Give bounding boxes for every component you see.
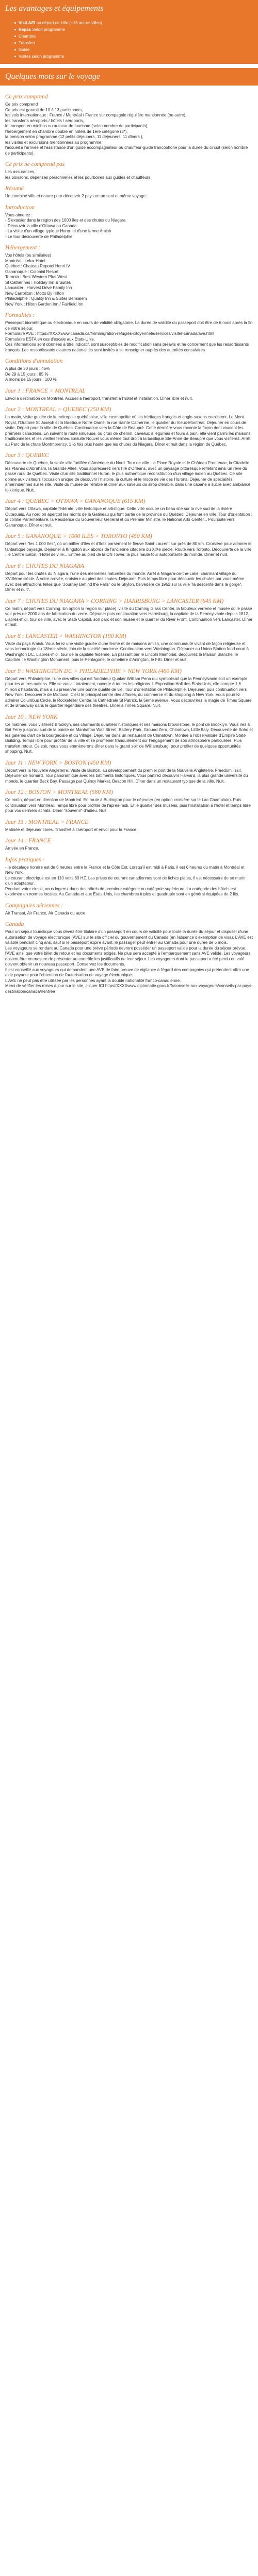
section-line: Départ pour les chutes du Niagara, l'une des merveilles naturelles du monde. Arrêt à Niagara-on-the-Lake, charmant village du XVIIIème siècle. À votre arrivée, croisière au pied des chutes. Déjeuner. Puis temps libre pour découvrir les chutes par vous-même avec des attractions telles que "Journey Behind the Falls" ou le Skylon, belvédère de 1962 sur la ville "la descente dans la gorge". Dîner et nuit". (5, 571, 245, 592)
section-body (5, 798, 253, 814)
section-heading: Formalités : (5, 312, 35, 318)
details-banner (0, 68, 258, 86)
section-body (5, 846, 253, 852)
advantage-item (14, 20, 253, 26)
section-body (5, 213, 253, 240)
section-body (5, 722, 253, 755)
section-line: Vous aimerez : (5, 212, 33, 217)
advantage-item (14, 53, 253, 60)
section-line: Départ vers Philadelphie, l'une des villes qui est fondateur Quaker William Penn qui symbolisait que la Pennsylvanie soit un exemple pour les autres nations. Elle se voulait totalement, ouverte à toutes les religions. L'Exposition Hall des États-Unis, elle compte 1,6 million d'habitants, mais a su préserver une bonne qualité de vie. Tour d'orientation de Philadelphie. Déjeuner, puis continuation vers New York. Découverte de Midtown, C'est le principal centre des affaires, du commerce et du shopping à New York. Vous pourrez admirer Columbus Circle, le Rockefeller Center, la Cathédrale St Patrick, la 5ème avenue. Vous découvrirez la magie de Times Square et de Broadway dans le quartier légendaire des théâtres. Dîner à Times Square. Nuit. (5, 676, 252, 708)
section-heading: Jour 14 : FRANCE (5, 838, 51, 844)
section-heading: Résumé (5, 185, 24, 192)
section-heading: Jour 10 : NEW YORK (5, 714, 58, 720)
advantages-list (14, 20, 253, 60)
section-line: Ce matinée, vous visiterez Brooklyn, ses charmants quartiers historiques et ses maisons brownstone, le pont de Brooklyn. Vous irez à Bat Ferry jusqu'au sud de la pointe de Manhattan Wall Street, Battery Park, Ground Zero, Chinatown, Little Italy. Découverte de Soho et les galeries d'art de la bourgeoisie et du Village. Déjeuner dans un restaurant de Chinatown. Montée à l'observatoire d'Empire State Building. Temps libre pour profiter de la ville et se promener tranquillement sur l'engagement de son atmosphère particulière. Puis transfert retour. Ce soir, nous vous emmènerons dîner dans le grand soir de Williamsburg, pour profiter de quelques opportunités shopping. Nuit. (5, 722, 253, 754)
section-line: Visite du pays Amish. Vous ferez une visite guidée d'une ferme et de maisons amish, une communauté vivant de façon religieuse et sans technologie du 18ème siècle, loin de la société moderne. Continuation vers Washington. Déjeuner au Union Station food court à Washington DC. L'après-midi, tour de la capitale fédérale. En passant par le Lincoln Memorial, découvrez la Maison Blanche, le Capitole, le Washington Monument, puis le Pentagone, le cimetière d'Arlington, le FBI. Dîner et nuit. (5, 641, 249, 662)
advantage-item (14, 46, 253, 53)
advantage-item-text: au départ de Lille (+13 autres villes) (35, 21, 102, 25)
section-heading: Ce prix comprend (5, 94, 48, 100)
section-line: Le courant électrique est en 110 volts 60 HZ. Les prises de courant canadiennes sont de fiches plates, il est nécessaire de se munir d'un adaptateur. (5, 875, 246, 886)
section-heading: Jour 12 : BOSTON > MONTREAL (580 KM) (5, 789, 113, 795)
section-line: A moins de 15 jours : 100 % (5, 377, 57, 382)
section-line: Montréal : Lelux Hotel (5, 258, 45, 263)
section-heading: Compagnies aériennes : (5, 902, 63, 909)
section-body (5, 461, 253, 493)
section-line: Formulaire AVE : https://XXXXwww.canada.ca/fr/immigration-refugies-citoyennete/services/visiter-canada/ave.html (5, 331, 214, 336)
section-heading: Jour 11 : NEW YORK > BOSTON (450 KM) (5, 759, 111, 766)
section-line: Envol à destination de Montréal. Accueil à l'aéroport, transfert à l'hôtel et installation. Dîner libre et nuit. (5, 396, 193, 401)
advantages-title: Les avantages et équipements (5, 4, 104, 13)
section-line: Passeport biométrique ou électronique en cours de validité obligatoire. La durée de validité du passeport doit être de 6 mois après la fin de votre séjour. (5, 320, 253, 331)
section-line: - S'extasier dans la région des 1000 îles et des chutes du Niagara (5, 218, 126, 223)
section-body (5, 768, 253, 785)
section-line: Toronto : Best Western Plus West (5, 275, 67, 279)
section-line: Arrivée en France. (5, 846, 39, 851)
section-line: Les voyageurs se rendant au Canada pour une brève période devront posséder un passeport valide pour la durée du séjour prévue, l'AVE ainsi que votre billet de retour et les documents exigés. Ne plus sera accepté à l'embarquement sans AVE valide. Les voyageurs doivent être en mesure de présenter au contrôle les justificatifs de leur séjour. Les voyageurs dont le passeport a été perdu ou volé doivent obtenir un nouveau passeport. Conservez les documents. (5, 945, 251, 967)
section-heading: Jour 5 : GANANOQUE > 1000 ILES > TORONTO (450 KM) (5, 533, 152, 539)
section-line: Découverte de Québec, la seule ville fortifiée d'Amérique du Nord. Tour de ville : la Place Royale et le Château Frontenac, la Citadelle, les Plaines d'Abraham, la Grande Allée. Vous apprécierez vers l'Ile d'Orléans, avec un paysage pittoresque reflétant ainsi un rêve du passé rural de Québec. Visite d'un site traditionnel Huron, le plus authentique reconstitution d'un village indien au Québec. Ce site donne aux visiteurs l'occasion unique de découvrir l'histoire, la culture et le mode de vie des Hurons. Déjeuner de spécialités amérindiennes sur le site. Visite du musée de l'érable et dîner aux saveurs du sirop d'érable, dans une cabane à sucre avec ambiance folklorique. Nuit. (5, 461, 251, 493)
advantage-item-text: Selon programme (31, 27, 65, 32)
section-line: Philadelphie : Quality Inn & Suites Bensalem (5, 296, 87, 301)
section-body (5, 320, 253, 353)
section-body (5, 929, 253, 994)
section-body (5, 415, 253, 447)
section-line: Vos hôtels (ou similaires) (5, 253, 51, 258)
advantages-banner (0, 0, 258, 18)
section-line: - Le tour déciouverte de Philadelphie (5, 234, 73, 239)
section-line: la pension selon programme (12 petits déjeuners, 11 déjeuners, 11 dîners ), (5, 134, 143, 139)
section-line: Air Transat, Air France, Air Canada ou autre (5, 910, 86, 916)
section-body (5, 571, 253, 593)
trip-details (0, 86, 258, 1008)
section-line: les boissons, dépenses personnelles et les pourboires aux guides et chauffeurs. (5, 175, 152, 180)
section-heading: Jour 6 : CHUTES DU NIAGARA (5, 563, 84, 569)
section-body (5, 366, 253, 383)
section-line: Départ vers la Nouvelle Angleterre. Visite de Boston, au développement du premier port de la Nouvelle Angleterre, Freedom Trail. Déjeuner de homard. Tour panoramique avec les bâtiments historiques. Vous partirez découvrir Harvard, la plus grande université du monde, le quartier Back Bay. Passage par Quincy Market, Beacon Hill. Dîner dans un restaurant typique de la ville. Nuit. (5, 768, 248, 784)
advantage-item-text: Chambre (19, 34, 36, 39)
section-heading: Jour 8 : LANCASTER > WASHINGTON (190 KM) (5, 633, 126, 639)
advantages-panel (0, 18, 258, 64)
advantage-item-bold: Repas (19, 27, 31, 32)
section-body (5, 827, 253, 833)
section-line: Formulaire ESTA en cas d'escale aux Etats-Unis. (5, 336, 95, 342)
section-line: A plus de 30 jours : 45% (5, 366, 50, 371)
section-heading: Jour 2 : MONTREAL > QUEBEC (250 KM) (5, 406, 111, 413)
section-line: Il est conseillé aux voyageurs qui demandent une AVE de faire preuve de vigilance à l'égard des compagnies qui prétendent offrir une aide payante pour l'obtention de l'autorisation de voyage électronique. (5, 967, 249, 977)
advantage-item-text: Transfert (19, 41, 35, 45)
section-line: Départ vers "les 1 000 îles", où un millier d'îles et d'îlots parsèment le fleuve Saint-Laurent sur près de 80 km. Croisière pour admirer le fantastique paysage. Déjeuner à Kingston aux abords de l'ancienne citadelle du XIXe siècle. Route vers Toronto. Découverte de la ville : le Centre Eaton, l'Hôtel de ville... Entrée au pied de la CN Tower, la plus haute tour autoportante du monde. Dîner et nuit. (5, 541, 252, 557)
section-line: Pendant votre circuit, vous logerez dans des hôtels de première catégorie ou catégorie supérieure. La catégorie des hôtels est exprimée en normes locales. Au Canada et aux États-Unis, les chambres triples et quadruple sont en général équipées de 2 lits. (5, 886, 239, 896)
section-line: Ce matin, départ vers Corning. En option la région sur place), visite du Corning Glass Center, la fabuleux verrerie et musée où le passé voir près de 2000 ans de fabrication du verre. Déjeuner puis continuation vers Harrisburg, la capitale de la Pennsylvanie depuis 1812. L'après-midi, tour de ville, avec le State Capitol, son parc et son musée et le quartier du River Front. Continuation vers Lancaster. Dîner et nuit. (5, 606, 253, 627)
section-body (5, 194, 253, 199)
section-body (5, 396, 253, 402)
section-heading: Infos pratiques : (5, 856, 45, 863)
section-body (5, 606, 253, 628)
section-line: les transferts aéroports / hôtels / aéroports, (5, 118, 84, 123)
section-body (5, 253, 253, 307)
section-line: De 29 à 15 jours : 85 % (5, 371, 49, 377)
section-line: La matin, visite guidée de la métropole québécoise, ville cosmopolite où les héritages français et anglo-saxons coexistent. Le Mont Royal, l'Oratoire St Joseph et la Basilique Notre-Dame, la rue Sainte Catherine, le quartier du Vieux-Montréal. Déjeuner en cours de visite. Départ pour la ville de Québec. Continuation vers la Côte de Beaupré. Cette dernière vous raconte la façon dont vivaient les premiers canadiens. En suivant la route sinueuse, ou croix de chemin, caveaux à légumes et fours à pain, elle vient parmi les maisons traditionnelles et les vieilles fermes. Ensuite Nouvel vous même tout droit à la basilique Ste-Anne-de-Beaupré que vous visiterez. Arrêt au Parc de la chute Montmorency, 1 ½ fois plus haute que les chutes du Niagara. Dîner et nuit dans la région de Québec. (5, 415, 251, 447)
section-line: Les assurances, (5, 170, 36, 174)
section-line: Merci de vérifier les mises à jour sur le site, cliquer ICI https//XXXXwww.diplomatie.gouv.fr/fr/conseils-aux-voyageurs/conseils-par-pays-destination/canada/#entree (5, 984, 253, 994)
details-title: Quelques mots sur le voyage (5, 72, 100, 81)
section-heading: Canada (5, 921, 24, 927)
section-heading: Hébergement : (5, 245, 41, 251)
section-line: - le décalage horaire est de 6 heures entre la France et la Côte Est. Lorsqu'il est midi à Paris, il est 6 heures du matin à Montréal et New York. (5, 865, 245, 875)
section-line: L'AVE ne peut pas être utilisée par les personnes ayant la double nationalité franco-canadienne. (5, 978, 181, 983)
section-body (5, 541, 253, 558)
advantage-item (14, 40, 253, 46)
section-body (5, 506, 253, 528)
section-line: Québec : Chateau Repotel Henri IV (5, 264, 70, 268)
section-heading: Introduction (5, 204, 35, 211)
section-heading: Conditions d'annulation (5, 358, 63, 364)
section-line: Ces informations sont données à titre indicatif, sont susceptibles de modification sans préavis et ne concernent que les ressortissants français. Les ressortissants d'autres nationalités sont invités à se renseigner auprès des autorités consulaires. (5, 342, 249, 352)
section-heading: Jour 9 : WASHINGTON DC > PHILADELPHIE > NEW YORK (460 KM) (5, 668, 182, 674)
section-line: Pour un séjour touristique vous devez être titulaire d'un passeport en cours de validité pour toute la durée du séjour et disposer d'une autorisation de voyage électronique (AVE) sur le site officiel du gouvernement du Canada (en l'absence d'exemption de visa). L'AVE est valable pendant cinq ans, sauf si le passeport expire avant, le passager peut entrer au Canada pour une durée de 6 mois. (5, 929, 253, 945)
advantage-item (14, 33, 253, 40)
section-line: le transport en minibus ou autocar de tourisme (selon nombre de participants), (5, 124, 149, 128)
section-line: Lancaster : Harvest Drive Family Inn (5, 285, 72, 290)
section-line: - La visite d'un village typique Huron et d'une ferme Amish (5, 229, 111, 233)
section-line: Un combiné ville et nature pour découvrir 2 pays en un seul et même voyage. (5, 194, 147, 198)
section-body (5, 641, 253, 663)
section-line: Matinée et déjeuner libres. Transfert à l'aéroport et envol pour la France. (5, 827, 138, 832)
advantage-item-bold: Visit A/R (19, 21, 36, 25)
section-heading: Jour 3 : QUEBEC (5, 452, 49, 459)
section-heading: Jour 1 : FRANCE > MONTREAL (5, 387, 86, 394)
advantage-item-text: Visites selon programme (19, 54, 64, 59)
section-line: New Carrollton : Motto By Hilton (5, 291, 64, 296)
section-line: St Catherines : Holiday Inn & Suites (5, 280, 71, 285)
section-body (5, 676, 253, 709)
section-line: l'hébergement en chambre double en hôtels de 1ère catégorie (3*), (5, 129, 128, 134)
section-line: les vols internationaux : France / Montréal / France sur compagnie régulière mentionnée (ou autre), (5, 113, 187, 117)
section-heading: Ce prix ne comprend pas (5, 161, 65, 167)
section-line: les visites et excursions mentionnées au programme, (5, 140, 103, 145)
section-heading: Jour 13 : MONTREAL > FRANCE (5, 819, 89, 825)
advantage-item (14, 26, 253, 33)
section-heading: Jour 4 : QUEBEC > OTTAWA > GANANOQUE (615 KM) (5, 498, 146, 504)
advantage-item-text: Guide (19, 47, 30, 52)
section-line: New York : Hilton Garden Inn / Fairfield Inn (5, 301, 84, 307)
section-line: l'accueil à l'arrivée et l'assistance d'un guide accompagnateur ou chauffeur-guide francophone pour la durée du circuit (selon nombre de participants). (5, 145, 248, 156)
section-body (5, 865, 253, 897)
section-heading: Jour 7 : CHUTES DU NIAGARA > CORNING > HARRISBURG > LANCASTER (645 KM) (5, 598, 224, 604)
section-body (5, 911, 253, 917)
section-line: Ce prix comprend (5, 102, 38, 107)
section-body (5, 102, 253, 156)
section-line: Départ vers Ottawa, capitale fédérale, ville historique et artistique. Cette ville occupe un beau site sur la rive sud de la rivière Outaouais. Au nord on aperçoit les monts de la Gatineau qui font partie de la province du Québec. Déjeuner en ville. Tour d'orientation : la colline Parlementaire, la Résidence du Gouverneur Général et du Premier Ministre, le National Arts Center... Poursuite vers Gananoque. Dîner et nuit. (5, 506, 253, 528)
section-line: Gananoque : Colonial Resort (5, 269, 59, 274)
section-line: Ce matin, départ en direction de Montréal. En route à Burlington pour le déjeuner (en option croisière sur le Lac Champlain). Puis continuation vers Montréal. Temps libre pour profiter de l'après-midi. Et le quartier des musées, puis l'installation à l'hôtel et temps libre pour vos derniers achats. Dîner "souvenir" d'adieu. Nuit. (5, 798, 251, 813)
section-body (5, 170, 253, 180)
section-gap (0, 64, 258, 68)
section-line: - Découvrir la ville d'Ottawa au Canada (5, 223, 77, 228)
section-line: Ce prix est garanti de 10 à 13 participants, (5, 107, 83, 112)
